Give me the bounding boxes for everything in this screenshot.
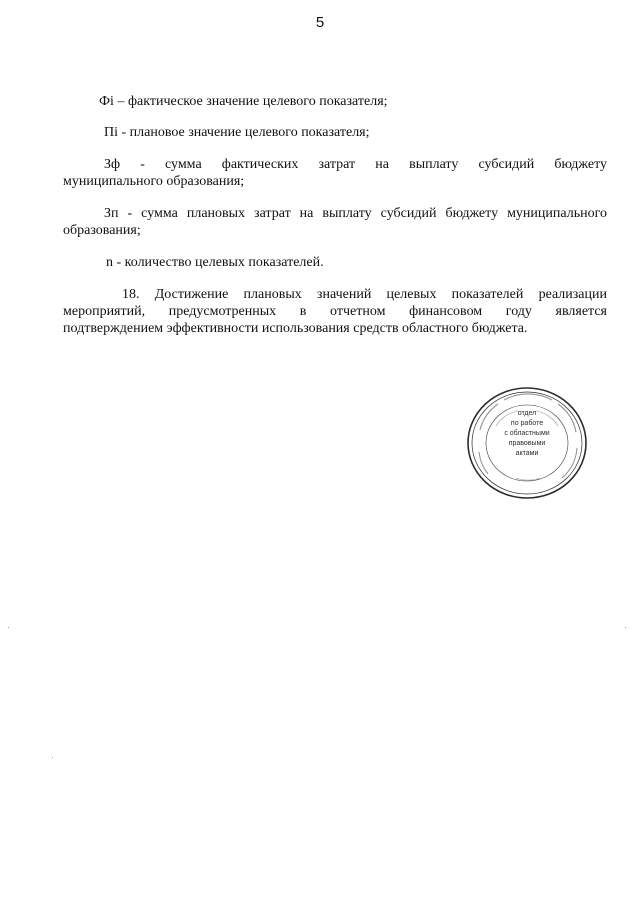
page-number: 5 bbox=[315, 14, 325, 31]
seal-inner-line-4: правовыми bbox=[508, 440, 546, 447]
scan-speck bbox=[52, 757, 53, 758]
definition-zp-line1: Зп - сумма плановых затрат на выплату субсидий бюджету муниципального bbox=[104, 206, 607, 221]
scan-speck bbox=[625, 627, 626, 628]
definition-fi: Фi – фактическое значение целевого показателя; bbox=[99, 94, 388, 109]
official-seal bbox=[466, 386, 588, 500]
paragraph-18-line1: 18. Достижение плановых значений целевых показателей реализации bbox=[122, 287, 607, 302]
paragraph-18-line3: подтверждением эффективности использования средств областного бюджета. bbox=[63, 321, 528, 336]
definition-pi: Пi - плановое значение целевого показателя; bbox=[104, 125, 370, 140]
definition-zp-line2: образования; bbox=[63, 223, 141, 238]
seal-inner-line-1: отдел bbox=[517, 410, 537, 417]
definition-n: n - количество целевых показателей. bbox=[106, 255, 324, 270]
definition-zf-line1: Зф - сумма фактических затрат на выплату субсидий бюджету bbox=[104, 157, 607, 172]
scan-speck bbox=[8, 627, 9, 628]
seal-inner-line-2: по работе bbox=[510, 420, 544, 427]
seal-inner-line-3: с областными bbox=[504, 430, 550, 437]
paragraph-18-line2: мероприятий, предусмотренных в отчетном финансовом году является bbox=[63, 304, 607, 319]
seal-inner-line-5: актами bbox=[515, 450, 539, 457]
definition-zf-line2: муниципального образования; bbox=[63, 174, 245, 189]
